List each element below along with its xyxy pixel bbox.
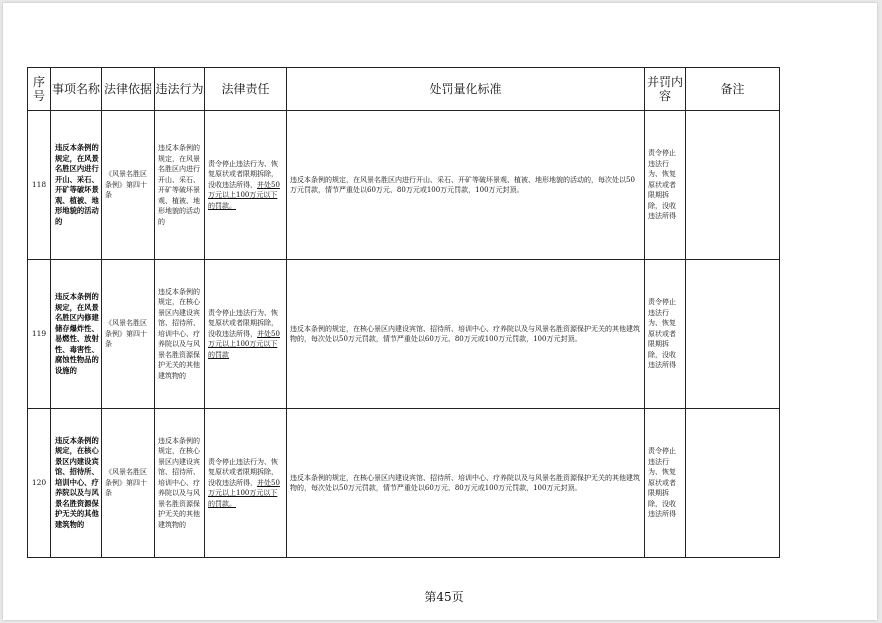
table-row <box>28 409 780 558</box>
violation-act: 违反本条例的规定，在核心景区内建设宾馆、招待所、培训中心、疗养院以及与风景名胜资源保护无关的其他建筑物的 <box>155 409 205 558</box>
liability-text: 责令停止违法行为、恢复原状或者限期拆除，没收违法所得， <box>208 308 278 338</box>
table-row <box>28 260 780 409</box>
combined-penalty: 责令停止违法行为、恢复原状或者限期拆除，没收违法所得 <box>645 111 686 260</box>
item-name: 违反本条例的规定，在风景名胜区内修建储存爆炸性、易燃性、放射性、毒害性、腐蚀性物品的设施的 <box>51 260 102 409</box>
header-name: 事项名称 <box>51 68 102 111</box>
row-no: 119 <box>28 260 51 409</box>
header-combined: 并罚内容 <box>645 68 686 111</box>
penalty-standard: 违反本条例的规定，在核心景区内建设宾馆、招待所、培训中心、疗养院以及与风景名胜资源保护无关的其他建筑物的，每次处以50万元罚款，情节严重处以60万元、80万元或100万元罚款，100万元封顶。 <box>287 260 645 409</box>
legal-basis: 《风景名胜区条例》第四十条 <box>102 111 155 260</box>
header-basis: 法律依据 <box>102 68 155 111</box>
row-no: 120 <box>28 409 51 558</box>
header-remark: 备注 <box>686 68 780 111</box>
table-row <box>28 111 780 260</box>
header-standard: 处罚量化标准 <box>287 68 645 111</box>
violation-act: 违反本条例的规定，在核心景区内建设宾馆、招待所、培训中心、疗养院以及与风景名胜资源保护无关的其他建筑物的 <box>155 260 205 409</box>
header-act: 违法行为 <box>155 68 205 111</box>
liability-text: 责令停止违法行为、恢复原状或者限期拆除，没收违法所得， <box>208 457 278 487</box>
header-row <box>28 68 780 111</box>
liability-text: 责令停止违法行为、恢复原状或者限期拆除，没收违法所得， <box>208 159 278 189</box>
liability-fine: 并处50万元以上100万元以下的罚款。 <box>208 180 280 210</box>
penalty-table <box>27 67 780 558</box>
liability-fine: 并处50万元以上100万元以下的罚款 <box>208 329 280 359</box>
header-no: 序号 <box>28 68 51 111</box>
remark <box>686 111 780 260</box>
header-liability: 法律责任 <box>205 68 287 111</box>
item-name: 违反本条例的规定，在核心景区内建设宾馆、招待所、培训中心、疗养院以及与风景名胜资源保护无关的其他建筑物的 <box>51 409 102 558</box>
legal-basis: 《风景名胜区条例》第四十条 <box>102 409 155 558</box>
legal-liability <box>205 111 287 260</box>
page-number: 第45页 <box>424 590 464 604</box>
combined-penalty: 责令停止违法行为、恢复原状或者限期拆除，没收违法所得 <box>645 260 686 409</box>
remark <box>686 260 780 409</box>
combined-penalty: 责令停止违法行为、恢复原状或者限期拆除，没收违法所得 <box>645 409 686 558</box>
violation-act: 违反本条例的规定，在风景名胜区内进行开山、采石、开矿等破坏景观、植被、地形地貌的活动的 <box>155 111 205 260</box>
remark <box>686 409 780 558</box>
legal-liability <box>205 409 287 558</box>
document-page <box>3 3 877 620</box>
penalty-standard: 违反本条例的规定，在风景名胜区内进行开山、采石、开矿等破坏景观、植被、地形地貌的活动的，每次处以50万元罚款，情节严重处以60万元、80万元或100万元罚款，100万元封顶。 <box>287 111 645 260</box>
row-no: 118 <box>28 111 51 260</box>
penalty-standard: 违反本条例的规定，在核心景区内建设宾馆、招待所、培训中心、疗养院以及与风景名胜资源保护无关的其他建筑物的，每次处以50万元罚款，情节严重处以60万元、80万元或100万元罚款，100万元封顶。 <box>287 409 645 558</box>
item-name: 违反本条例的规定，在风景名胜区内进行开山、采石、开矿等破坏景观、植被、地形地貌的活动的 <box>51 111 102 260</box>
legal-basis: 《风景名胜区条例》第四十条 <box>102 260 155 409</box>
liability-fine: 并处50万元以上100万元以下的罚款。 <box>208 478 280 508</box>
legal-liability <box>205 260 287 409</box>
